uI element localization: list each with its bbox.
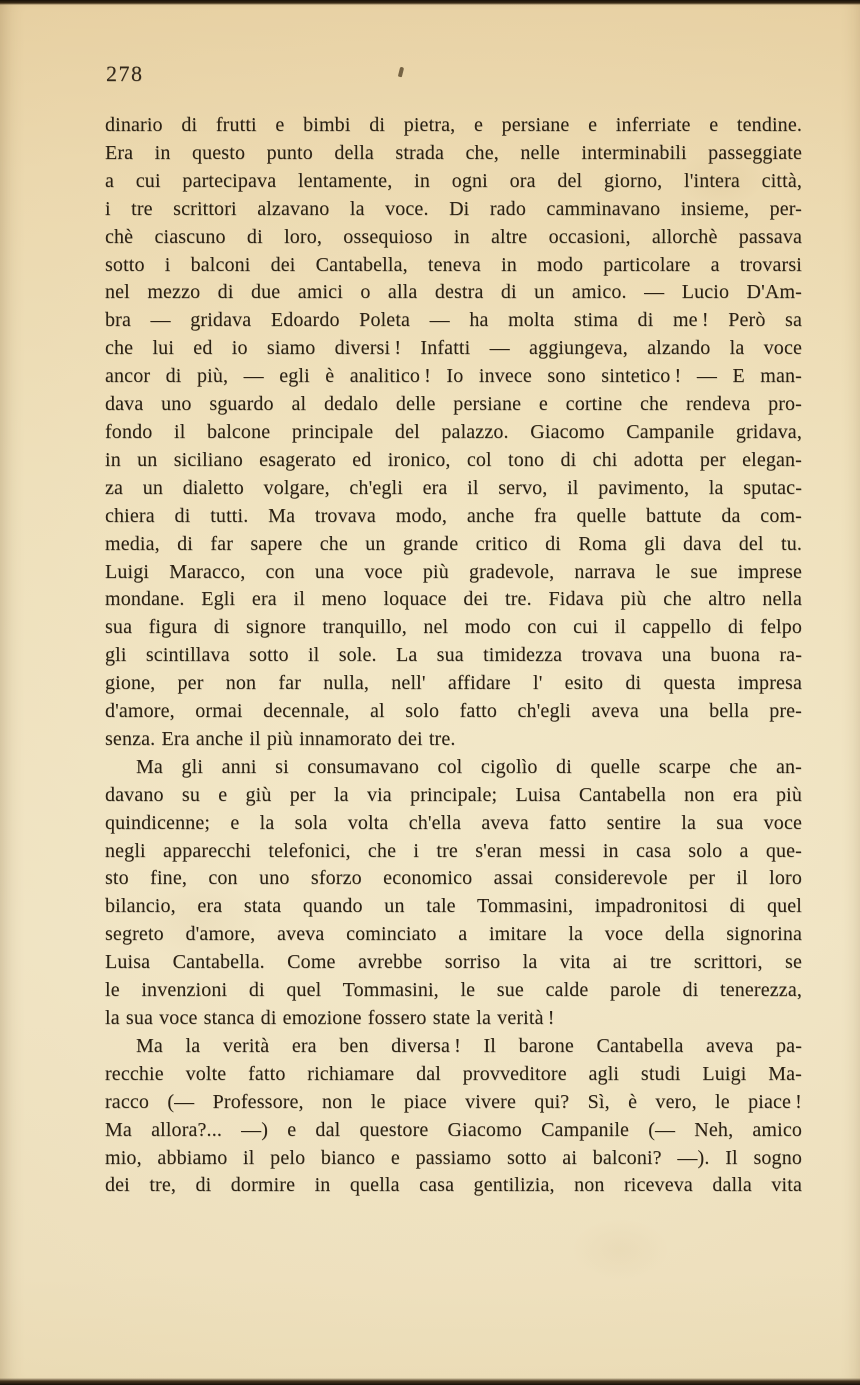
text-line: nel mezzo di due amici o alla destra di un amico. — Lucio D'Am-: [105, 281, 802, 304]
text-block: [105, 112, 802, 1200]
scan-edge-bottom: [0, 1378, 860, 1385]
text-line: fondo il balcone principale del palazzo. Giacomo Campanile gridava,: [105, 420, 802, 443]
text-line: mondane. Egli era il meno loquace dei tre. Fidava più che altro nella: [105, 588, 802, 611]
text-line: segreto d'amore, aveva cominciato a imitare la voce della signorina: [105, 923, 802, 946]
text-line: Luigi Maracco, con una voce più gradevole, narrava le sue imprese: [105, 560, 802, 583]
text-line: sotto i balconi dei Cantabella, teneva in modo particolare a trovarsi: [105, 253, 802, 276]
text-line: senza. Era anche il più innamorato dei tre.: [105, 727, 456, 750]
text-line: Ma la verità era ben diversa ! Il barone Cantabella aveva pa-: [136, 1034, 802, 1057]
text-line: za un dialetto volgare, ch'egli era il servo, il pavimento, la sputac-: [105, 476, 802, 499]
text-line: Ma allora?... —) e dal questore Giacomo Campanile (— Neh, amico: [105, 1118, 802, 1141]
text-line: a cui partecipava lentamente, in ogni ora del giorno, l'intera città,: [105, 169, 802, 192]
text-line: dei tre, di dormire in quella casa gentilizia, non riceveva dalla vita: [105, 1174, 802, 1197]
text-line: racco (— Professore, non le piace vivere qui? Sì, è vero, le piace !: [105, 1090, 802, 1113]
text-line: Era in questo punto della strada che, nelle interminabili passeggiate: [105, 141, 802, 164]
text-line: sua figura di signore tranquillo, nel modo con cui il cappello di felpo: [105, 616, 802, 639]
text-line: quindicenne; e la sola volta ch'ella aveva fatto sentire la sua voce: [105, 811, 802, 834]
text-line: la sua voce stanca di emozione fossero state la verità !: [105, 1007, 555, 1029]
text-line: gione, per non far nulla, nell' affidare l' esito di questa impresa: [105, 672, 802, 695]
text-line: bra — gridava Edoardo Poleta — ha molta stima di me ! Però sa: [105, 309, 802, 332]
text-line: Ma gli anni si consumavano col cigolìo di quelle scarpe che an-: [136, 755, 802, 778]
text-line: chè ciascuno di loro, ossequioso in altre occasioni, allorchè passava: [105, 225, 802, 248]
text-line: ancor di più, — egli è analitico ! Io invece sono sintetico ! — E man-: [105, 365, 802, 388]
text-line: media, di far sapere che un grande critico di Roma gli dava del tu.: [105, 532, 802, 555]
text-line: dinario di frutti e bimbi di pietra, e persiane e inferriate e tendine.: [105, 114, 802, 136]
scan-edge-top: [0, 0, 860, 5]
text-line: Luisa Cantabella. Come avrebbe sorriso la vita ai tre scrittori, se: [105, 951, 802, 974]
text-line: dava uno sguardo al dedalo delle persiane e cortine che rendeva pro-: [105, 393, 802, 416]
text-line: sto fine, con uno sforzo economico assai considerevole per il loro: [105, 867, 802, 890]
text-line: in un siciliano esagerato ed ironico, col tono di chi adotta per elegan-: [105, 448, 802, 471]
text-line: le invenzioni di quel Tommasini, le sue calde parole di tenerezza,: [105, 979, 802, 1002]
text-line: recchie volte fatto richiamare dal provveditore agli studi Luigi Ma-: [105, 1062, 802, 1085]
text-line: chiera di tutti. Ma trovava modo, anche fra quelle battute da com-: [105, 504, 802, 527]
text-line: mio, abbiamo il pelo bianco e passiamo sotto ai balconi? —). Il sogno: [105, 1146, 802, 1169]
text-line: i tre scrittori alzavano la voce. Di rado camminavano insieme, per-: [105, 197, 802, 220]
text-line: gli scintillava sotto il sole. La sua timidezza trovava una buona ra-: [105, 644, 802, 667]
text-line: negli apparecchi telefonici, che i tre s'eran messi in casa solo a que-: [105, 839, 802, 862]
scan-speck: [398, 67, 404, 78]
text-line: d'amore, ormai decennale, al solo fatto ch'egli aveva una bella pre-: [105, 700, 802, 723]
text-line: che lui ed io siamo diversi ! Infatti — aggiungeva, alzando la voce: [105, 337, 802, 360]
page-number: 278: [106, 61, 144, 86]
text-line: bilancio, era stata quando un tale Tommasini, impadronitosi di quel: [105, 895, 802, 918]
text-line: davano su e giù per la via principale; Luisa Cantabella non era più: [105, 783, 802, 806]
